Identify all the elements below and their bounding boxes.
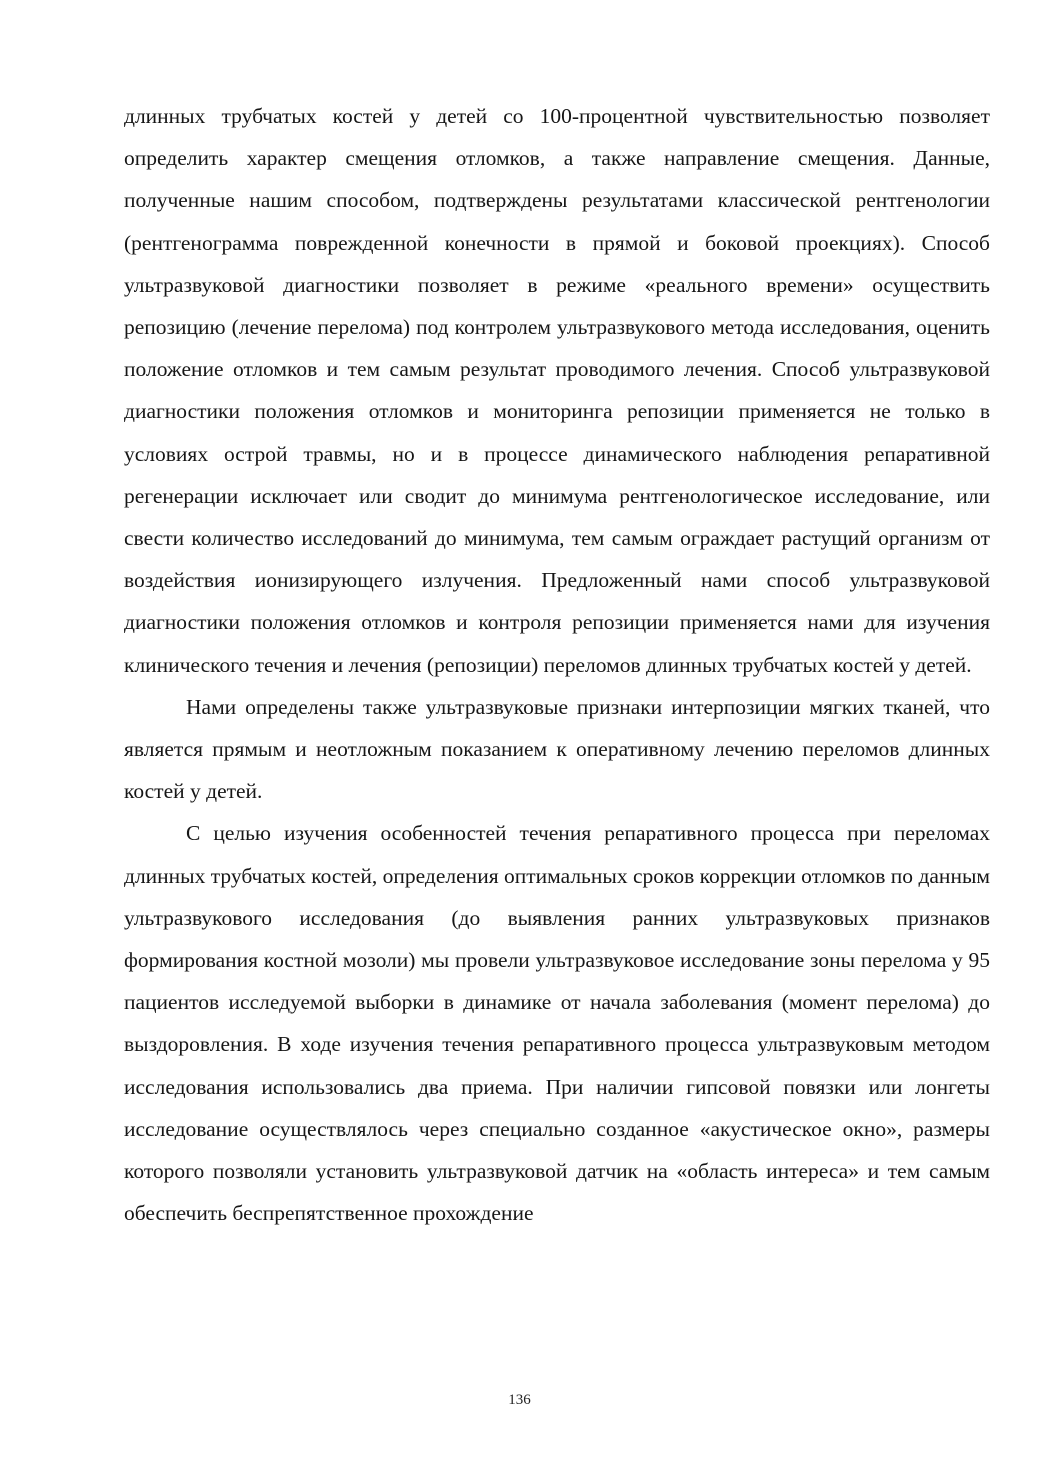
page-number: 136	[508, 1392, 531, 1408]
paragraph-soft-tissue-interposition: Нами определены также ультразвуковые признаки интерпозиции мягких тканей, что является прямым и неотложным показанием к оперативному лечению переломов длинных костей у детей.	[124, 694, 990, 804]
body-text	[124, 95, 990, 1234]
paragraph-reparative-process: С целью изучения особенностей течения репаративного процесса при переломах длинных трубчатых костей, определения оптимальных сроков коррекции отломков по данным ультразвукового исследования (до выявления ранних ультразвуковых признаков формирования костной мозоли) мы провели ультразвуковое исследование зоны перелома у 95 пациентов исследуемой выборки в динамике от начала заболевания (момент перелома) до выздоровления. В ходе изучения течения репаративного процесса ультразвуковым методом исследования использовались два приема. При наличии гипсовой повязки или лонгеты исследование осуществлялось через специально созданное «акустическое окно», размеры которого позволяли установить ультразвуковой датчик на «область интереса» и тем самым обеспечить беспрепятственное прохождение	[124, 821, 990, 1226]
paragraph-continuation: длинных трубчатых костей у детей со 100-процентной чувствительностью позволяет определить характер смещения отломков, а также направление смещения. Данные, полученные нашим способом, подтверждены результатами классической рентгенологии (рентгенограмма поврежденной конечности в прямой и боковой проекциях). Способ ультразвуковой диагностики позволяет в режиме «реального времени» осуществить репозицию (лечение перелома) под контролем ультразвукового метода исследования, оценить положение отломков и тем самым результат проводимого лечения. Способ ультразвуковой диагностики положения отломков и мониторинга репозиции применяется не только в условиях острой травмы, но и в процессе динамического наблюдения репаративной регенерации исключает или сводит до минимума рентгенологическое исследование, или свести количество исследований до минимума, тем самым ограждает растущий организм от воздействия ионизирующего излучения. Предложенный нами способ ультразвуковой диагностики положения отломков и контроля репозиции применяется нами для изучения клинического течения и лечения (репозиции) переломов длинных трубчатых костей у детей.	[124, 104, 990, 677]
